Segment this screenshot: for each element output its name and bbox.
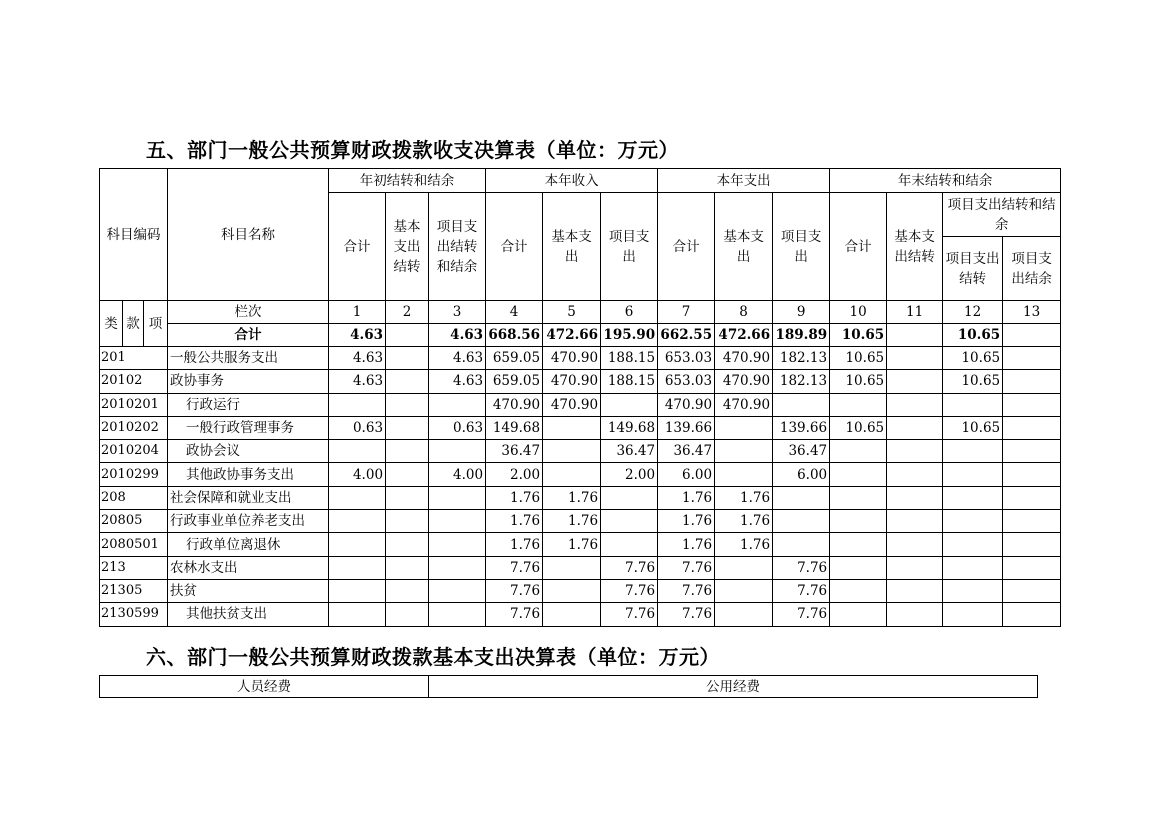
amount-cell: 4.63 <box>429 347 486 370</box>
subject-code: 201 <box>100 347 168 370</box>
header-expense-project: 项目支出 <box>773 193 830 301</box>
header-end-project-carry: 项目支出结转 <box>943 237 1003 301</box>
amount-cell <box>1003 533 1061 556</box>
column-number: 8 <box>715 301 773 324</box>
header-lei: 类 <box>100 301 123 347</box>
amount-cell <box>943 510 1003 533</box>
amount-cell <box>543 556 601 579</box>
amount-cell: 470.90 <box>658 393 715 416</box>
amount-cell <box>773 393 830 416</box>
amount-cell <box>329 533 386 556</box>
amount-cell <box>429 486 486 509</box>
amount-cell: 1.76 <box>658 486 715 509</box>
amount-cell: 7.76 <box>773 556 830 579</box>
amount-cell <box>329 556 386 579</box>
total-value <box>386 324 429 347</box>
header-subject-name: 科目名称 <box>168 169 329 301</box>
column-number: 11 <box>887 301 943 324</box>
amount-cell: 149.68 <box>486 416 543 439</box>
amount-cell <box>429 533 486 556</box>
amount-cell <box>543 440 601 463</box>
table-row <box>100 347 1061 370</box>
amount-cell <box>543 416 601 439</box>
amount-cell: 7.76 <box>658 579 715 602</box>
amount-cell <box>429 393 486 416</box>
amount-cell <box>887 416 943 439</box>
amount-cell <box>543 463 601 486</box>
header-income-total: 合计 <box>486 193 543 301</box>
subject-code: 2130599 <box>100 603 168 626</box>
amount-cell: 1.76 <box>486 510 543 533</box>
subject-code: 208 <box>100 486 168 509</box>
subject-code: 2010204 <box>100 440 168 463</box>
amount-cell <box>329 603 386 626</box>
amount-cell <box>715 556 773 579</box>
column-number: 13 <box>1003 301 1061 324</box>
amount-cell <box>715 416 773 439</box>
amount-cell <box>429 579 486 602</box>
amount-cell <box>1003 486 1061 509</box>
amount-cell <box>887 603 943 626</box>
amount-cell <box>429 603 486 626</box>
subject-code: 21305 <box>100 579 168 602</box>
amount-cell: 6.00 <box>773 463 830 486</box>
subject-code: 213 <box>100 556 168 579</box>
amount-cell <box>386 579 429 602</box>
table-row <box>100 393 1061 416</box>
amount-cell: 1.76 <box>486 486 543 509</box>
total-value: 662.55 <box>658 324 715 347</box>
amount-cell: 7.76 <box>486 556 543 579</box>
amount-cell: 36.47 <box>773 440 830 463</box>
amount-cell <box>386 440 429 463</box>
amount-cell <box>715 603 773 626</box>
amount-cell: 188.15 <box>601 370 658 393</box>
header-begin-project-carry-surplus: 项目支出结转和结余 <box>429 193 486 301</box>
subject-name: 行政单位离退休 <box>168 533 329 556</box>
amount-cell <box>1003 393 1061 416</box>
amount-cell <box>329 510 386 533</box>
header-public-expense: 公用经费 <box>429 676 1038 698</box>
table-row <box>100 416 1061 439</box>
table-row <box>100 510 1061 533</box>
subject-code: 2010299 <box>100 463 168 486</box>
amount-cell <box>601 393 658 416</box>
amount-cell <box>887 463 943 486</box>
amount-cell <box>543 579 601 602</box>
column-number: 5 <box>543 301 601 324</box>
amount-cell <box>943 533 1003 556</box>
total-value: 472.66 <box>715 324 773 347</box>
amount-cell <box>386 416 429 439</box>
amount-cell <box>830 440 887 463</box>
basic-expense-table <box>99 675 1038 698</box>
amount-cell <box>830 603 887 626</box>
column-number: 6 <box>601 301 658 324</box>
amount-cell: 7.76 <box>486 603 543 626</box>
amount-cell <box>887 347 943 370</box>
amount-cell: 659.05 <box>486 370 543 393</box>
table-row <box>100 440 1061 463</box>
amount-cell: 10.65 <box>830 416 887 439</box>
amount-cell <box>1003 556 1061 579</box>
amount-cell <box>1003 603 1061 626</box>
amount-cell: 139.66 <box>658 416 715 439</box>
column-number: 9 <box>773 301 830 324</box>
amount-cell <box>386 533 429 556</box>
amount-cell <box>943 463 1003 486</box>
amount-cell: 7.76 <box>773 579 830 602</box>
budget-income-expense-table <box>99 168 1061 627</box>
amount-cell: 4.00 <box>429 463 486 486</box>
amount-cell <box>830 510 887 533</box>
header-group-expense: 本年支出 <box>658 169 830 193</box>
total-value: 668.56 <box>486 324 543 347</box>
amount-cell: 7.76 <box>601 603 658 626</box>
amount-cell: 4.63 <box>329 347 386 370</box>
amount-cell <box>887 393 943 416</box>
amount-cell: 149.68 <box>601 416 658 439</box>
amount-cell <box>429 510 486 533</box>
amount-cell <box>1003 579 1061 602</box>
subject-name: 扶贫 <box>168 579 329 602</box>
amount-cell: 1.76 <box>715 486 773 509</box>
amount-cell: 182.13 <box>773 347 830 370</box>
amount-cell: 0.63 <box>329 416 386 439</box>
header-kuan: 款 <box>123 301 144 347</box>
column-number: 3 <box>429 301 486 324</box>
amount-cell: 1.76 <box>658 533 715 556</box>
amount-cell <box>887 370 943 393</box>
amount-cell <box>429 556 486 579</box>
amount-cell <box>715 579 773 602</box>
header-begin-total: 合计 <box>329 193 386 301</box>
total-value: 4.63 <box>429 324 486 347</box>
amount-cell <box>601 510 658 533</box>
amount-cell <box>329 440 386 463</box>
amount-cell: 1.76 <box>543 486 601 509</box>
amount-cell <box>773 533 830 556</box>
amount-cell <box>830 579 887 602</box>
amount-cell: 139.66 <box>773 416 830 439</box>
amount-cell <box>830 486 887 509</box>
subject-name: 其他扶贫支出 <box>168 603 329 626</box>
subject-name: 行政运行 <box>168 393 329 416</box>
subject-name: 农林水支出 <box>168 556 329 579</box>
table-row <box>100 370 1061 393</box>
header-xiang: 项 <box>144 301 168 347</box>
header-subject-code: 科目编码 <box>100 169 168 301</box>
amount-cell <box>1003 347 1061 370</box>
amount-cell <box>715 440 773 463</box>
header-expense-total: 合计 <box>658 193 715 301</box>
subject-name: 一般行政管理事务 <box>168 416 329 439</box>
amount-cell: 10.65 <box>943 370 1003 393</box>
header-group-begin: 年初结转和结余 <box>329 169 486 193</box>
subject-code: 20102 <box>100 370 168 393</box>
amount-cell <box>386 463 429 486</box>
amount-cell: 7.76 <box>658 603 715 626</box>
amount-cell <box>543 603 601 626</box>
total-value: 195.90 <box>601 324 658 347</box>
table-row <box>100 579 1061 602</box>
total-label: 合计 <box>168 324 329 347</box>
amount-cell <box>830 556 887 579</box>
amount-cell <box>601 486 658 509</box>
header-group-income: 本年收入 <box>486 169 658 193</box>
amount-cell: 653.03 <box>658 347 715 370</box>
column-number: 2 <box>386 301 429 324</box>
subject-name: 政协事务 <box>168 370 329 393</box>
amount-cell <box>887 510 943 533</box>
total-value: 472.66 <box>543 324 601 347</box>
subject-name: 政协会议 <box>168 440 329 463</box>
amount-cell: 7.76 <box>601 556 658 579</box>
amount-cell <box>943 556 1003 579</box>
subject-code: 2080501 <box>100 533 168 556</box>
amount-cell: 470.90 <box>486 393 543 416</box>
header-end-project-surplus: 项目支出结余 <box>1003 237 1061 301</box>
amount-cell: 188.15 <box>601 347 658 370</box>
amount-cell <box>329 579 386 602</box>
amount-cell: 1.76 <box>715 510 773 533</box>
amount-cell <box>329 486 386 509</box>
amount-cell <box>1003 463 1061 486</box>
amount-cell <box>1003 416 1061 439</box>
amount-cell: 470.90 <box>715 347 773 370</box>
amount-cell <box>830 533 887 556</box>
amount-cell <box>887 486 943 509</box>
amount-cell: 1.76 <box>658 510 715 533</box>
header-income-basic: 基本支出 <box>543 193 601 301</box>
amount-cell: 2.00 <box>601 463 658 486</box>
header-expense-basic: 基本支出 <box>715 193 773 301</box>
amount-cell: 10.65 <box>943 347 1003 370</box>
column-number: 7 <box>658 301 715 324</box>
amount-cell: 4.00 <box>329 463 386 486</box>
header-begin-basic-carry: 基本支出结转 <box>386 193 429 301</box>
header-lanci: 栏次 <box>168 301 329 324</box>
amount-cell <box>601 533 658 556</box>
amount-cell <box>943 440 1003 463</box>
amount-cell <box>887 579 943 602</box>
amount-cell: 2.00 <box>486 463 543 486</box>
amount-cell <box>386 486 429 509</box>
amount-cell: 10.65 <box>830 347 887 370</box>
amount-cell <box>943 579 1003 602</box>
subject-name: 一般公共服务支出 <box>168 347 329 370</box>
subject-name: 行政事业单位养老支出 <box>168 510 329 533</box>
header-income-project: 项目支出 <box>601 193 658 301</box>
subject-name: 社会保障和就业支出 <box>168 486 329 509</box>
total-value <box>1003 324 1061 347</box>
amount-cell: 10.65 <box>943 416 1003 439</box>
amount-cell <box>1003 370 1061 393</box>
amount-cell: 470.90 <box>715 370 773 393</box>
column-number: 1 <box>329 301 386 324</box>
total-value: 4.63 <box>329 324 386 347</box>
table-row <box>100 463 1061 486</box>
table-row <box>100 486 1061 509</box>
total-value <box>887 324 943 347</box>
column-number: 4 <box>486 301 543 324</box>
amount-cell: 4.63 <box>329 370 386 393</box>
total-value: 10.65 <box>943 324 1003 347</box>
header-end-project-group: 项目支出结转和结余 <box>943 193 1061 237</box>
amount-cell: 1.76 <box>543 510 601 533</box>
total-value: 189.89 <box>773 324 830 347</box>
subject-name: 其他政协事务支出 <box>168 463 329 486</box>
amount-cell: 0.63 <box>429 416 486 439</box>
table-title-6: 六、部门一般公共预算财政拨款基本支出决算表（单位：万元） <box>146 645 720 669</box>
amount-cell: 4.63 <box>429 370 486 393</box>
amount-cell: 470.90 <box>715 393 773 416</box>
header-end-basic-carry: 基本支出结转 <box>887 193 943 301</box>
amount-cell: 470.90 <box>543 370 601 393</box>
column-number: 10 <box>830 301 887 324</box>
amount-cell <box>329 393 386 416</box>
amount-cell <box>386 393 429 416</box>
amount-cell <box>943 486 1003 509</box>
amount-cell: 470.90 <box>543 347 601 370</box>
amount-cell: 10.65 <box>830 370 887 393</box>
amount-cell <box>386 603 429 626</box>
table-row <box>100 533 1061 556</box>
amount-cell <box>773 486 830 509</box>
amount-cell: 1.76 <box>543 533 601 556</box>
amount-cell: 653.03 <box>658 370 715 393</box>
header-end-total: 合计 <box>830 193 887 301</box>
amount-cell: 7.76 <box>486 579 543 602</box>
amount-cell: 182.13 <box>773 370 830 393</box>
amount-cell <box>887 533 943 556</box>
amount-cell <box>773 510 830 533</box>
table-title-5: 五、部门一般公共预算财政拨款收支决算表（单位：万元） <box>146 138 679 162</box>
amount-cell <box>887 556 943 579</box>
amount-cell <box>386 370 429 393</box>
amount-cell <box>715 463 773 486</box>
table-row <box>100 556 1061 579</box>
amount-cell: 1.76 <box>715 533 773 556</box>
amount-cell <box>386 510 429 533</box>
amount-cell: 36.47 <box>601 440 658 463</box>
amount-cell <box>386 347 429 370</box>
amount-cell <box>943 393 1003 416</box>
subject-code: 2010201 <box>100 393 168 416</box>
amount-cell: 470.90 <box>543 393 601 416</box>
amount-cell <box>1003 510 1061 533</box>
amount-cell: 36.47 <box>486 440 543 463</box>
amount-cell <box>429 440 486 463</box>
amount-cell <box>386 556 429 579</box>
amount-cell: 6.00 <box>658 463 715 486</box>
total-value: 10.65 <box>830 324 887 347</box>
amount-cell: 659.05 <box>486 347 543 370</box>
subject-code: 20805 <box>100 510 168 533</box>
amount-cell <box>943 603 1003 626</box>
subject-code: 2010202 <box>100 416 168 439</box>
header-personnel-expense: 人员经费 <box>100 676 429 698</box>
amount-cell <box>1003 440 1061 463</box>
amount-cell: 1.76 <box>486 533 543 556</box>
column-number: 12 <box>943 301 1003 324</box>
amount-cell: 7.76 <box>773 603 830 626</box>
amount-cell: 36.47 <box>658 440 715 463</box>
amount-cell: 7.76 <box>601 579 658 602</box>
header-group-end: 年末结转和结余 <box>830 169 1061 193</box>
amount-cell <box>830 393 887 416</box>
table-row <box>100 603 1061 626</box>
amount-cell: 7.76 <box>658 556 715 579</box>
amount-cell <box>830 463 887 486</box>
amount-cell <box>887 440 943 463</box>
